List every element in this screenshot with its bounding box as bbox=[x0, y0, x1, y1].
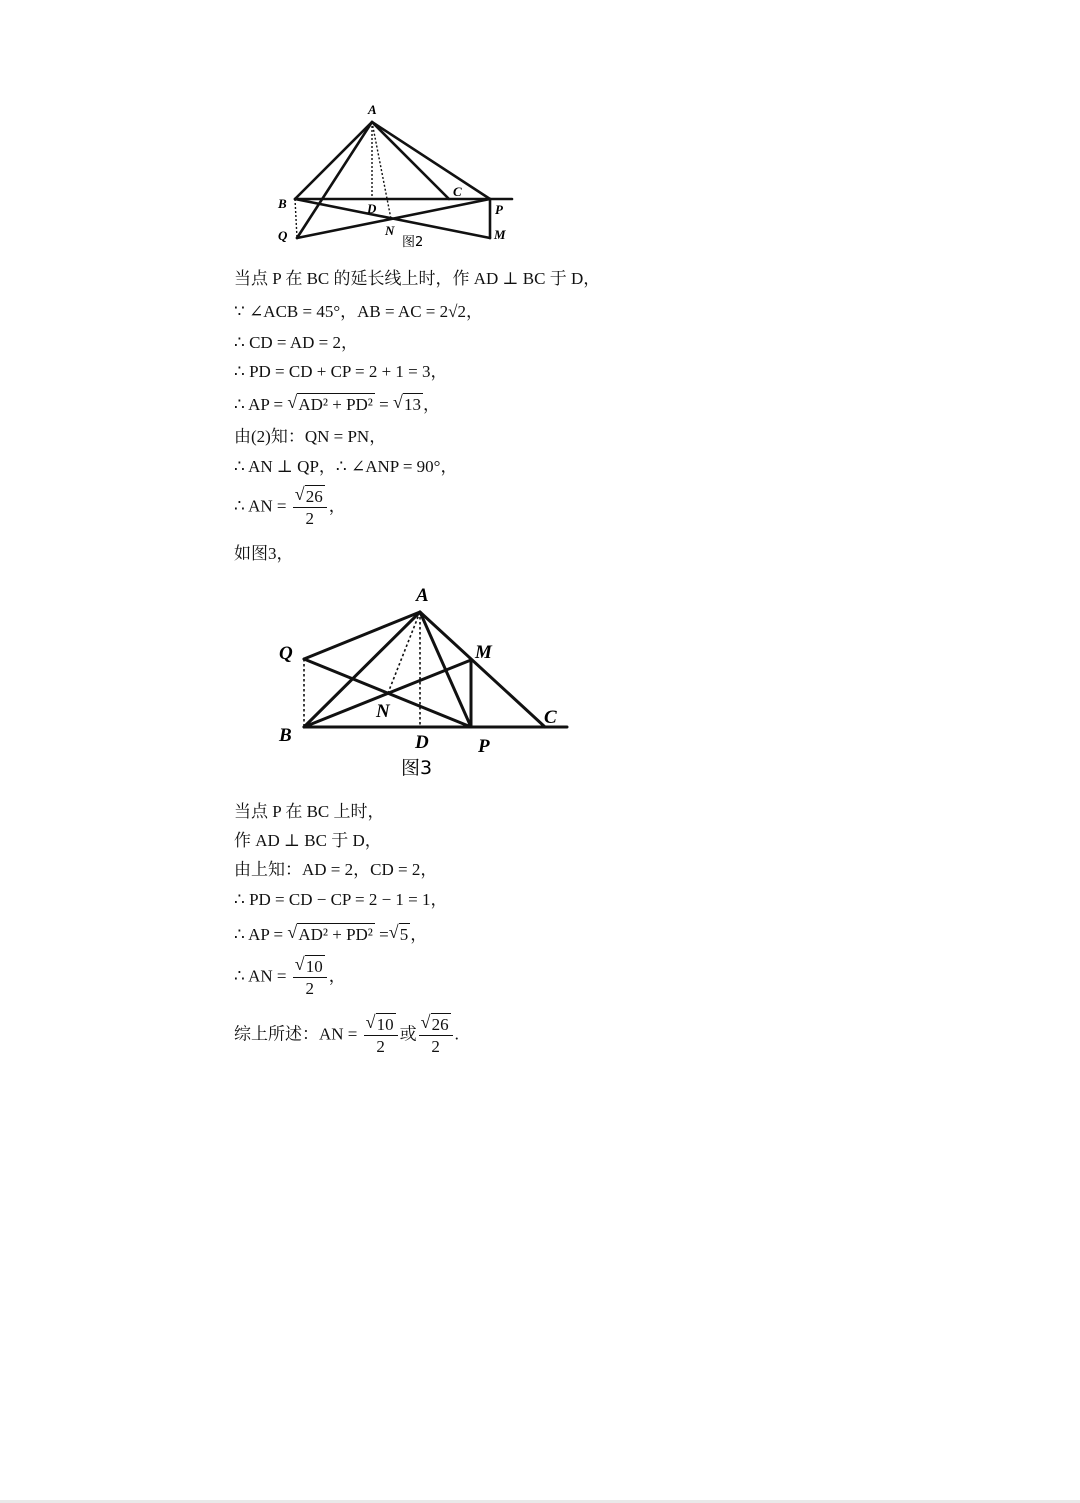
fig2-label-a: A bbox=[368, 102, 377, 117]
text-line bbox=[234, 922, 428, 944]
sqrt-expression: √ 13 bbox=[393, 392, 421, 414]
fraction: √ 10 2 bbox=[293, 958, 327, 997]
fig2-label-b: B bbox=[278, 196, 287, 211]
text-line: 由(2)知：QN = PN， bbox=[234, 427, 387, 446]
fig2-label-c: C bbox=[453, 184, 462, 199]
text-segment: ∴ AN = bbox=[234, 966, 287, 986]
numerator: 26 bbox=[431, 1015, 449, 1034]
text-segment: ∴ AP = bbox=[234, 395, 284, 414]
fig3-label-m: M bbox=[475, 642, 492, 663]
text-line bbox=[234, 954, 346, 998]
figure-3 bbox=[270, 578, 580, 788]
radicand: AD² + PD² bbox=[298, 395, 373, 414]
text-segment: = bbox=[379, 395, 389, 414]
text-line: ∴ PD = CD − CP = 2 − 1 = 1， bbox=[234, 890, 448, 909]
text-segment: = bbox=[379, 925, 389, 944]
text-segment: ∴ AP = bbox=[234, 925, 284, 944]
figure-2 bbox=[260, 98, 530, 258]
denominator: 2 bbox=[305, 979, 315, 998]
text-line: 当点 P 在 BC 上时， bbox=[234, 802, 385, 821]
denominator: 2 bbox=[376, 1037, 385, 1056]
text-line: 如图3， bbox=[234, 544, 294, 563]
text-line bbox=[234, 392, 440, 414]
text-line: ∴ PD = CD + CP = 2 + 1 = 3， bbox=[234, 362, 448, 381]
fig3-label-p: P bbox=[478, 736, 490, 757]
fraction: √ 26 2 bbox=[293, 488, 327, 527]
fig2-caption: 图2 bbox=[402, 235, 424, 250]
text-line: 当点 P 在 BC 的延长线上时，作 AD ⊥ BC 于 D， bbox=[234, 269, 601, 288]
fig2-label-n: N bbox=[385, 223, 395, 238]
text-segment: 综上所述：AN = bbox=[234, 1024, 358, 1044]
denominator: 2 bbox=[431, 1037, 440, 1056]
fig3-label-d: D bbox=[415, 732, 429, 753]
sqrt-expression: √ 5 bbox=[388, 922, 409, 944]
text-line: 由上知：AD = 2，CD = 2， bbox=[234, 860, 438, 879]
fig3-label-q: Q bbox=[279, 643, 293, 664]
text-line: ∴ CD = AD = 2， bbox=[234, 333, 358, 352]
text-line bbox=[234, 1012, 459, 1056]
text-line bbox=[234, 484, 346, 528]
text-line: 作 AD ⊥ BC 于 D， bbox=[234, 831, 382, 850]
fig3-label-n: N bbox=[376, 701, 390, 722]
fig2-label-q: Q bbox=[278, 228, 288, 243]
denominator: 2 bbox=[305, 509, 315, 528]
fig3-label-a: A bbox=[416, 585, 429, 606]
text-segment: ， bbox=[410, 925, 428, 944]
radicand: 5 bbox=[399, 925, 409, 944]
text-segment: ， bbox=[328, 966, 346, 986]
text-segment: ∴ AN = bbox=[234, 496, 287, 516]
fig2-label-m: M bbox=[494, 227, 506, 242]
fig2-label-p: P bbox=[495, 202, 503, 217]
radicand: 13 bbox=[404, 395, 421, 414]
radicand: AD² + PD² bbox=[298, 925, 373, 944]
fig3-label-c: C bbox=[544, 707, 557, 728]
fraction: √ 26 2 bbox=[419, 1016, 453, 1055]
text-segment: 或 bbox=[399, 1024, 417, 1044]
text-segment: ， bbox=[328, 496, 346, 516]
text-segment: . bbox=[454, 1024, 459, 1044]
text-line: ∵ ∠ACB = 45°，AB = AC = 2√2， bbox=[234, 302, 483, 321]
text-segment: ， bbox=[423, 395, 440, 414]
numerator: 10 bbox=[376, 1015, 394, 1034]
fig2-label-d: D bbox=[367, 201, 377, 216]
sqrt-expression: √ AD² + PD² bbox=[287, 922, 373, 944]
numerator: 10 bbox=[305, 957, 323, 976]
sqrt-expression: √ AD² + PD² bbox=[287, 392, 373, 414]
text-line: ∴ AN ⊥ QP，∴ ∠ANP = 90°， bbox=[234, 457, 458, 476]
fig3-caption: 图3 bbox=[401, 757, 433, 779]
fig3-label-b: B bbox=[279, 725, 292, 746]
numerator: 26 bbox=[305, 487, 323, 506]
fraction: √ 10 2 bbox=[364, 1016, 398, 1055]
